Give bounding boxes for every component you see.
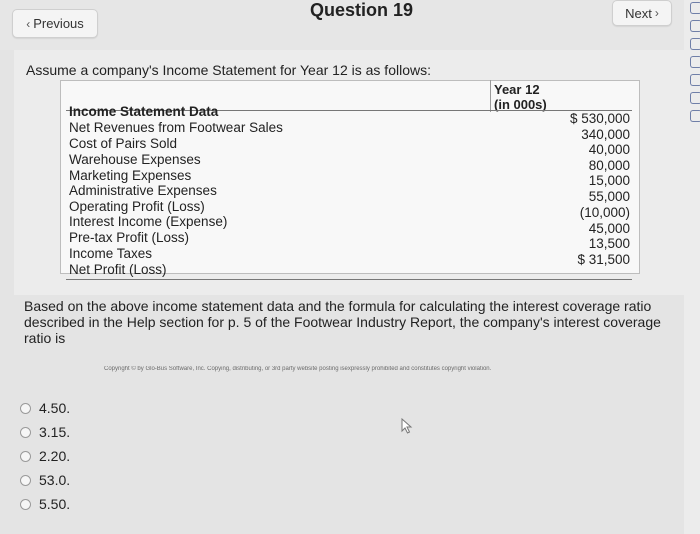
choice-label: 2.20. [39, 448, 71, 464]
next-label: Next [625, 5, 652, 21]
previous-button[interactable] [12, 9, 98, 38]
table-row-value: 340,000 [581, 127, 630, 142]
table-row-label: Administrative Expenses [69, 183, 217, 198]
table-row-label: Warehouse Expenses [69, 152, 201, 167]
side-icon[interactable] [690, 2, 700, 14]
table-row-value: 40,000 [588, 142, 630, 157]
side-icon[interactable] [690, 20, 700, 32]
table-row-value: (10,000) [579, 205, 630, 220]
choice-label: 3.15. [39, 424, 71, 440]
mouse-cursor-icon [400, 418, 414, 434]
answer-choice[interactable] [20, 424, 70, 440]
column-divider [490, 80, 491, 112]
table-row-label: Pre-tax Profit (Loss) [69, 230, 190, 245]
table-row-value: $ 530,000 [569, 111, 630, 126]
table-row-label: Interest Income (Expense) [69, 214, 228, 229]
column-header [494, 82, 547, 112]
table-row-value: $ 31,500 [577, 252, 630, 267]
table-row-value: 15,000 [588, 173, 630, 188]
table-header-label: Income Statement Data [69, 104, 219, 119]
choice-label: 5.50. [39, 496, 71, 512]
radio-button[interactable] [20, 475, 31, 486]
table-row-value: 55,000 [588, 189, 630, 204]
table-row-label: Net Profit (Loss) [69, 262, 167, 277]
choice-label: 53.0. [39, 472, 71, 488]
table-row-label: Marketing Expenses [69, 168, 192, 183]
question-text: Based on the above income statement data and the formula for calculating the interest coverage ratio described in the Help section for p. 5 of the Footwear Industry Report, the company's interest coverage ratio is [24, 298, 661, 346]
table-row-label: Operating Profit (Loss) [69, 199, 205, 214]
chevron-right-icon: › [654, 6, 659, 20]
side-icon[interactable] [690, 74, 700, 86]
answer-choice[interactable] [20, 448, 70, 464]
copyright-notice: Copyright © by Glo-Bus Software, Inc. Copying, distributing, or 3rd party website posting isexpressly prohibited and constitutes copyright violation. [104, 366, 492, 372]
column-header-line: (in 000s) [494, 97, 547, 112]
side-icon[interactable] [690, 110, 700, 122]
choice-label: 4.50. [39, 400, 71, 416]
radio-button[interactable] [20, 427, 31, 438]
radio-button[interactable] [20, 403, 31, 414]
chevron-left-icon: ‹ [26, 16, 31, 31]
answer-choice[interactable] [20, 496, 70, 512]
table-row-label: Cost of Pairs Sold [69, 136, 178, 151]
side-icon[interactable] [690, 38, 700, 50]
column-header-line: Year 12 [494, 82, 540, 97]
table-row-label: Income Taxes [69, 246, 153, 261]
next-button[interactable] [612, 0, 672, 26]
previous-label: Previous [33, 16, 84, 31]
table-row-value: 13,500 [588, 236, 630, 251]
radio-button[interactable] [20, 499, 31, 510]
question-intro: Assume a company's Income Statement for Year 12 is as follows: [26, 62, 431, 78]
answer-choice[interactable] [20, 400, 70, 416]
radio-button[interactable] [20, 451, 31, 462]
question-title: Question 19 [310, 0, 414, 20]
table-row-value: 45,000 [588, 221, 630, 236]
table-row-value: 80,000 [588, 158, 630, 173]
side-icon[interactable] [690, 56, 700, 68]
side-icon[interactable] [690, 92, 700, 104]
answer-choice[interactable] [20, 472, 70, 488]
table-row-label: Net Revenues from Footwear Sales [69, 120, 283, 135]
